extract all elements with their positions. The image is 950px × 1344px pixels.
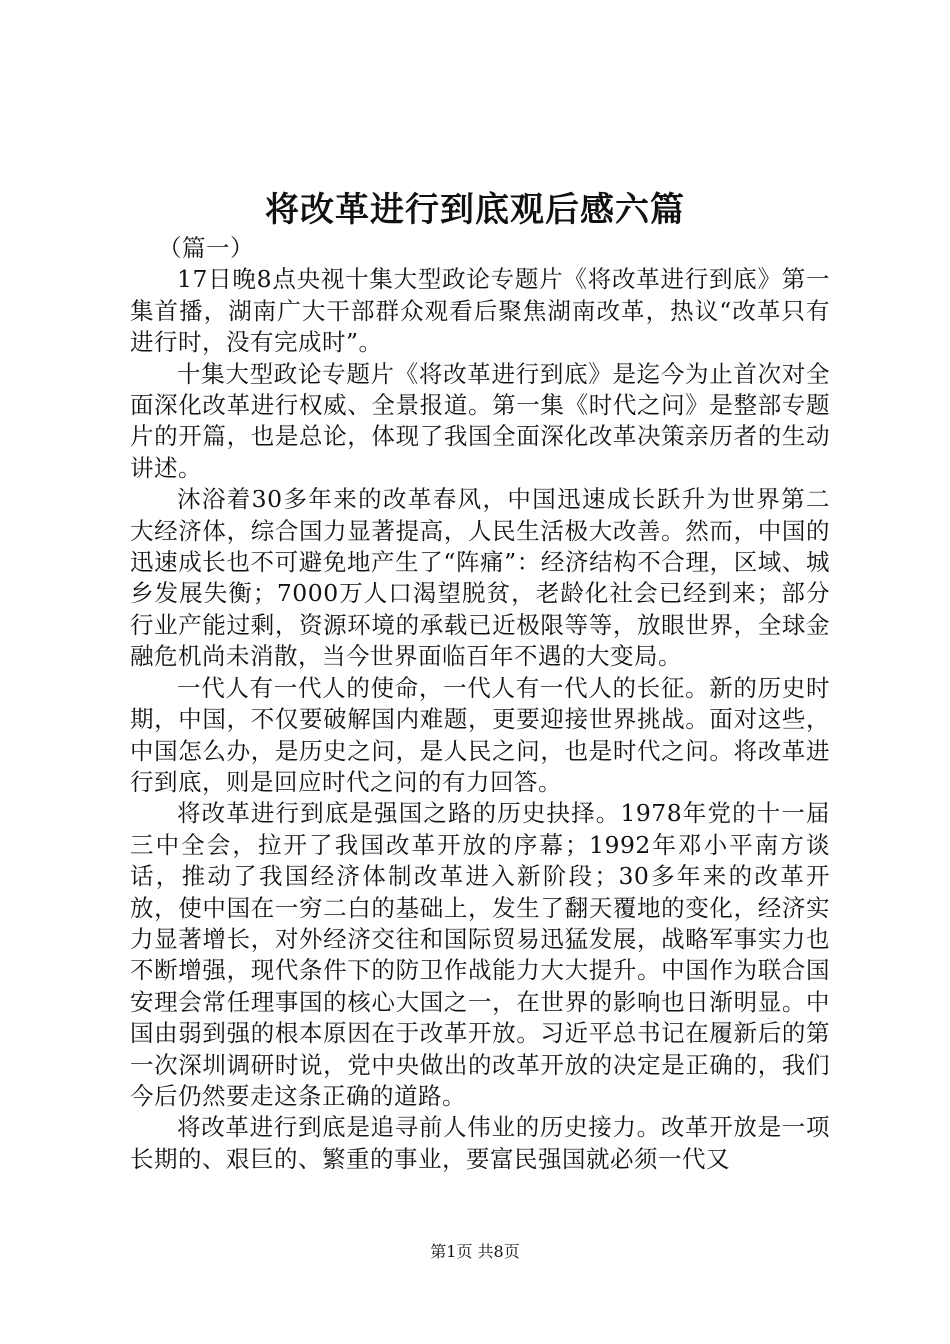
section-label: （篇一）: [158, 234, 254, 262]
document-body: [130, 233, 830, 1175]
page-number-footer: 第1页 共8页: [430, 1242, 520, 1261]
document-title: 将改革进行到底观后感六篇: [265, 190, 685, 230]
paragraph-5: 将改革进行到底是强国之路的历史抉择。1978年党的十一届三中全会，拉开了我国改革开放的序幕；1992年邓小平南方谈话，推动了我国经济体制改革进入新阶段；30多年来的改革开放，使中国在一穷二白的基础上，发生了翻天覆地的变化，经济实力显著增长，对外经济交往和国际贸易迅猛发展，战略军事实力也不断增强，现代条件下的防卫作战能力大大提升。中国作为联合国安理会常任理事国的核心大国之一，在世界的影响也日渐明显。中国由弱到强的根本原因在于改革开放。习近平总书记在履新后的第一次深圳调研时说，党中央做出的改革开放的决定是正确的，我们今后仍然要走这条正确的道路。: [130, 799, 830, 1110]
paragraph-2: 十集大型政论专题片《将改革进行到底》是迄今为止首次对全面深化改革进行权威、全景报道。第一集《时代之问》是整部专题片的开篇，也是总论，体现了我国全面深化改革决策亲历者的生动讲述。: [130, 359, 830, 482]
paragraph-6: 将改革进行到底是追寻前人伟业的历史接力。改革开放是一项长期的、艰巨的、繁重的事业，要富民强国就必须一代又: [130, 1113, 830, 1173]
paragraph-4: 一代人有一代人的使命，一代人有一代人的长征。新的历史时期，中国，不仅要破解国内难题，更要迎接世界挑战。面对这些，中国怎么办，是历史之问，是人民之问，也是时代之问。将改革进行到底，则是回应时代之问的有力回答。: [130, 673, 830, 796]
paragraph-3: 沐浴着30多年来的改革春风，中国迅速成长跃升为世界第二大经济体，综合国力显著提高，人民生活极大改善。然而，中国的迅速成长也不可避免地产生了“阵痛”：经济结构不合理，区域、城乡发展失衡；7000万人口渴望脱贫，老龄化社会已经到来；部分行业产能过剩，资源环境的承载已近极限等等，放眼世界，全球金融危机尚未消散，当今世界面临百年不遇的大变局。: [130, 485, 830, 671]
paragraph-1: 17日晚8点央视十集大型政论专题片《将改革进行到底》第一集首播，湖南广大干部群众观看后聚焦湖南改革，热议“改革只有进行时，没有完成时”。: [130, 265, 830, 357]
